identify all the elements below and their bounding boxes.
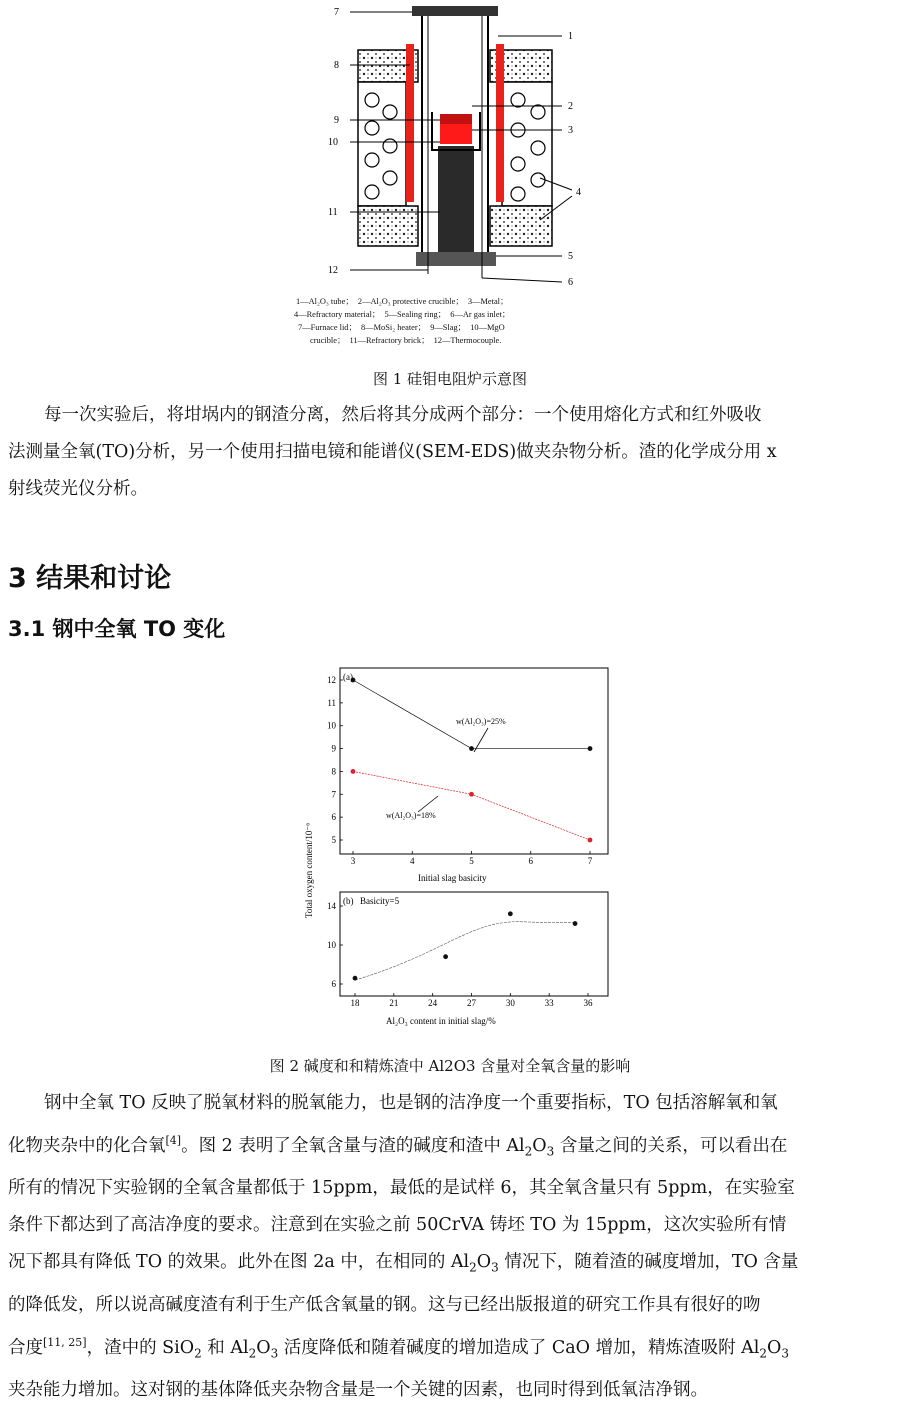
label-9: 9 [334,115,339,126]
y-tick-label: 9 [331,743,336,754]
x-tick-label: 27 [467,998,476,1008]
legend-line: crucible； 11—Refractory brick； 12—Thermocouple. [310,336,502,345]
paragraph-line: 况下都具有降低 TO 的效果。此外在图 2a 中，在相同的 $Al_2O_3$ 情况下，随着渣的碱度增加，TO 含量 [8,1252,799,1275]
figure2-caption: 图 2 碱度和和精炼渣中 Al2O3 含量对全氧含量的影响 [269,1057,631,1075]
legend-line: 7—Furnace lid； 8—MoSi₂ heater； 9—Slag； 10—MgO [298,323,505,332]
x-axis-title-a: Initial slag basicity [418,873,487,883]
paragraph-line: 钢中全氧 TO 反映了脱氧材料的脱氧能力，也是钢的洁净度一个重要指标，TO 包括溶解氧和氧 [44,1093,778,1113]
paragraph-line: 每一次实验后，将坩埚内的钢渣分离，然后将其分成两个部分：一个使用熔化方式和红外吸收 [44,405,762,425]
section-title: 3 结果和讨论 [8,563,172,594]
pedestal [438,146,474,254]
series-line [353,771,590,840]
paragraph-line: 射线荧光仪分析。 [8,479,148,499]
panel-b-annotation: Basicity=5 [360,896,400,906]
data-point [353,976,358,981]
legend-line: 1—Al₂O₃ tube； 2—Al₂O₃ protective crucible； 3—Metal； [296,297,509,306]
data-point [588,838,593,843]
paragraph [8,1085,894,1409]
data-point [443,954,448,959]
label-12: 12 [328,265,338,276]
x-tick-label: 24 [428,998,438,1008]
panel-a-label: (a) [343,672,353,682]
data-point [469,746,474,751]
x-tick-label: 21 [389,998,399,1008]
data-point [351,769,356,774]
y-axis-title: Total oxygen content/10⁻⁶ [304,822,314,918]
y-tick-label: 14 [327,901,336,911]
paragraph-line: 条件下都达到了高洁净度的要求。注意到在实验之前 50CrVA 铸坯 TO 为 15ppm，这次实验所有情 [8,1215,787,1236]
heater-left [406,44,414,202]
x-tick-label: 5 [469,856,474,866]
x-tick-label: 4 [410,856,415,866]
paragraph-line: 法测量全氧(TO)分析，另一个使用扫描电镜和能谱仪(SEM-EDS)做夹杂物分析。渣的化学成分用 x [8,442,777,462]
x-tick-label: 18 [350,998,360,1008]
y-tick-label: 10 [327,940,336,950]
legend-line: 4—Refractory material； 5—Sealing ring； 6—Ar gas inlet； [294,310,511,319]
label-1: 1 [568,31,573,42]
subsection-title: 3.1 钢中全氧 TO 变化 [8,617,226,641]
label-7: 7 [334,7,339,18]
slag-metal [440,124,472,144]
y-tick-label: 5 [331,835,336,845]
paragraph-line: 化物夹杂中的化合氧[4]。图 2 表明了全氧含量与渣的碱度和渣中 $Al_2O_3$ 含量之间的关系，可以看出在 [8,1134,788,1159]
citation: [11, 25] [43,1335,87,1349]
figure1-caption: 图 1 硅钼电阻炉示意图 [372,370,528,388]
paragraph-line: 夹杂能力增加。这对钢的基体降低夹杂物含量是一个关键的因素，也同时得到低氧洁净钢。 [8,1380,708,1401]
trend-curve [355,922,575,980]
y-tick-label: 6 [331,979,336,989]
label-5: 5 [568,251,573,262]
paragraph-line: 合度[11, 25]，渣中的 SiO$_2$ 和 $Al_2O_3$ 活度降低和随着碱度的增加造成了 CaO 增加，精炼渣吸附 $Al_2O_3$ [8,1335,790,1361]
data-point [469,792,474,797]
x-tick-label: 36 [583,998,593,1008]
furnace-lid [412,6,498,16]
y-tick-label: 8 [331,766,336,777]
paragraph-line: 所有的情况下实验钢的全氧含量都低于 15ppm，最低的是试样 6，其全氧含量只有 5ppm，在实验室 [8,1178,795,1199]
series-label: w(Al₂O₃)=25% [456,717,506,726]
furnace-schematic [290,0,620,355]
y-tick-label: 6 [331,812,336,823]
series-line [353,680,590,749]
y-tick-label: 12 [327,675,336,685]
data-point [508,911,513,916]
label-8: 8 [334,60,339,71]
y-tick-label: 11 [327,697,336,708]
series-label: w(Al₂O₃)=18% [386,811,436,820]
oxygen-content-chart [298,660,618,1040]
panel-b-frame [340,892,608,996]
label-6: 6 [568,277,573,288]
citation: [4] [165,1134,182,1147]
label-10: 10 [328,137,338,148]
x-axis-title-b: Al₂O₃ content in initial slag/% [386,1016,496,1026]
label-2: 2 [568,101,573,112]
panel-b-label: (b) [343,896,354,906]
x-tick-label: 6 [528,856,533,866]
y-tick-label: 7 [331,789,336,800]
data-point [588,746,593,751]
x-tick-label: 7 [587,856,593,866]
paragraph-line: 的降低发，所以说高碱度渣有利于生产低含氧量的钢。这与已经出版报道的研究工作具有很好的吻 [8,1294,761,1315]
figure1-legend [294,297,510,345]
data-point [573,921,578,926]
paragraph [8,397,894,508]
label-11: 11 [328,207,338,218]
heater-right [496,44,504,202]
x-tick-label: 30 [505,998,515,1008]
label-4: 4 [576,187,581,198]
label-3: 3 [568,125,573,136]
x-tick-label: 33 [544,998,554,1008]
x-tick-label: 3 [350,856,356,866]
y-tick-label: 10 [327,720,336,731]
